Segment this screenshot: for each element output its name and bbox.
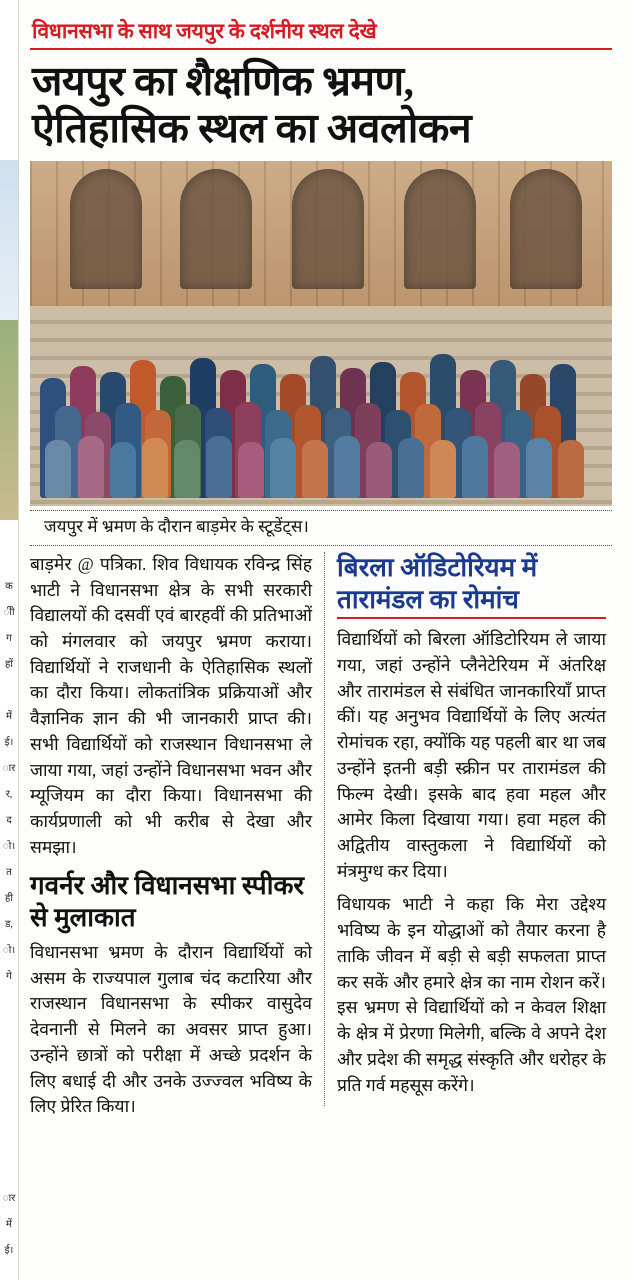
photo-arch: [70, 169, 142, 289]
photo-person: [142, 438, 168, 498]
photo-person: [174, 440, 200, 498]
photo-image: [30, 161, 612, 506]
photo-person: [238, 442, 264, 498]
strip-fragment: ई।: [4, 1245, 14, 1256]
article-content: [22, 0, 622, 1280]
photo-person: [206, 436, 232, 498]
right-subhead-line-1: बिरला ऑडिटोरियम में: [337, 552, 538, 582]
photo-person: [110, 442, 136, 498]
right-subhead-line-2: तारामंडल का रोमांच: [337, 584, 519, 614]
strip-sky-image: [0, 160, 18, 320]
photo-person: [494, 442, 520, 498]
strip-fragment: ही: [5, 893, 13, 904]
adjacent-page-strip: [0, 0, 19, 1280]
article-kicker: विधानसभा के साथ जयपुर के दर्शनीय स्थल देखे: [32, 19, 377, 43]
photo-person: [430, 440, 456, 498]
strip-fragment: ार: [2, 1193, 16, 1204]
strip-fragment: त: [6, 867, 12, 878]
column-left: [30, 552, 312, 1128]
strip-fragment: हों: [5, 659, 13, 670]
headline-line-2: ऐतिहासिक स्थल का अवलोकन: [32, 104, 472, 151]
strip-fragment: द: [6, 815, 12, 826]
right-column-body-1: विद्यार्थियों को बिरला ऑडिटोरियम ले जाया गया, जहां उन्होंने प्लैनेटेरियम में अंतरिक्ष और तारामंडल से संबंधित जानकारियाँ प्राप्त कीं। यह अनुभव विद्यार्थियों के लिए अत्यंत रोमांचक रहा, क्योंकि यह पहली बार था जब उन्होंने इतनी बड़ी स्क्रीन पर तारामंडल की फिल्म देखी। इसके बाद हवा महल और आमेर किला दिखाया गया। हवा महल की अद्वितीय वास्तुकला ने विद्यार्थियों को मंत्रमुग्ध कर दिया।: [337, 629, 606, 881]
article-columns: [30, 552, 612, 1128]
photo-caption: जयपुर में भ्रमण के दौरान बाड़मेर के स्टूडेंट्स।: [44, 516, 309, 536]
photo-person: [366, 442, 392, 498]
photo-person: [462, 436, 488, 498]
right-column-subhead: [337, 552, 606, 615]
headline-line-1: जयपुर का शैक्षणिक भ्रमण,: [32, 58, 414, 105]
strip-fragment: में: [6, 1219, 12, 1230]
photo-arch: [404, 169, 476, 289]
strip-fragment: ग: [6, 633, 12, 644]
photo-person: [526, 438, 552, 498]
photo-person: [78, 436, 104, 498]
right-subhead-rule: [337, 617, 606, 619]
photo-arch: [292, 169, 364, 289]
strip-fragment: ो।: [2, 945, 16, 956]
strip-fragment: ई।: [4, 737, 14, 748]
photo-arch: [510, 169, 582, 289]
right-column-body-2: विधायक भाटी ने कहा कि मेरा उद्देश्य भविष्य के इन योद्धाओं को तैयार करना है ताकि जीवन में बड़ी से बड़ी सफलता प्राप्त कर सकें और हमारे क्षेत्र का नाम रोशन करें। इस भ्रमण से विद्यार्थियों को न केवल शिक्षा के क्षेत्र में प्रेरणा मिलेगी, बल्कि वे अपने देश और प्रदेश की समृद्ध संस्कृति और धरोहर के प्रति गर्व महसूस करेंगे।: [337, 894, 606, 1095]
article-photo: [30, 161, 612, 506]
photo-arch: [180, 169, 252, 289]
photo-person: [302, 440, 328, 498]
strip-fragment: क: [5, 581, 13, 592]
column-right: [324, 552, 606, 1106]
kicker-rule: [30, 48, 612, 50]
left-column-body-2: विधानसभा भ्रमण के दौरान विद्यार्थियों को असम के राज्यपाल गुलाब चंद कटारिया और राजस्थान विधानसभा के स्पीकर वासुदेव देवनानी से मिलने का अवसर प्राप्त हुआ। उन्होंने छात्रों को परीक्षा में अच्छे प्रदर्शन के लिए बधाई दी और उनके उज्ज्वल भविष्य के लिए प्रेरित किया।: [30, 941, 312, 1117]
photo-person: [334, 436, 360, 498]
photo-person: [270, 438, 296, 498]
left-column-lead: बाड़मेर @ पत्रिका. शिव विधायक रविन्द्र सिंह भाटी ने विधानसभा क्षेत्र के सभी सरकारी विद्यालयों की दसवीं एवं बारहवीं की प्रतिभाओं को मंगलवार को जयपुर भ्रमण कराया। विद्यार्थियों ने राजधानी के ऐतिहासिक स्थलों का दौरा किया। लोकतांत्रिक प्रक्रियाओं और वैज्ञानिक ज्ञान की भी जानकारी प्राप्त की। सभी विद्यार्थियों को राजस्थान विधानसभा ले जाया गया, जहां उन्होंने विधानसभा भवन और म्यूजियम का दौरा किया। विधानसभा की कार्यप्रणाली को भी करीब से देखा और समझा।: [30, 553, 312, 857]
strip-fragment: ो।: [2, 841, 16, 852]
strip-fragment: गे: [6, 971, 12, 982]
left-column-subhead: गवर्नर और विधानसभा स्पीकर से मुलाकात: [30, 871, 305, 933]
photo-person: [398, 438, 424, 498]
photo-person: [558, 440, 584, 498]
strip-fragment: र,: [5, 789, 13, 800]
strip-fragment: ीी: [3, 607, 15, 618]
strip-fragment: ार: [2, 763, 16, 774]
strip-fragment: ड,: [5, 919, 13, 930]
strip-landscape-image: [0, 320, 18, 520]
photo-student-group: [30, 303, 612, 498]
strip-fragment: में: [6, 711, 12, 722]
article-headline: [32, 58, 612, 151]
photo-person: [45, 440, 71, 498]
photo-caption-container: [30, 510, 612, 546]
